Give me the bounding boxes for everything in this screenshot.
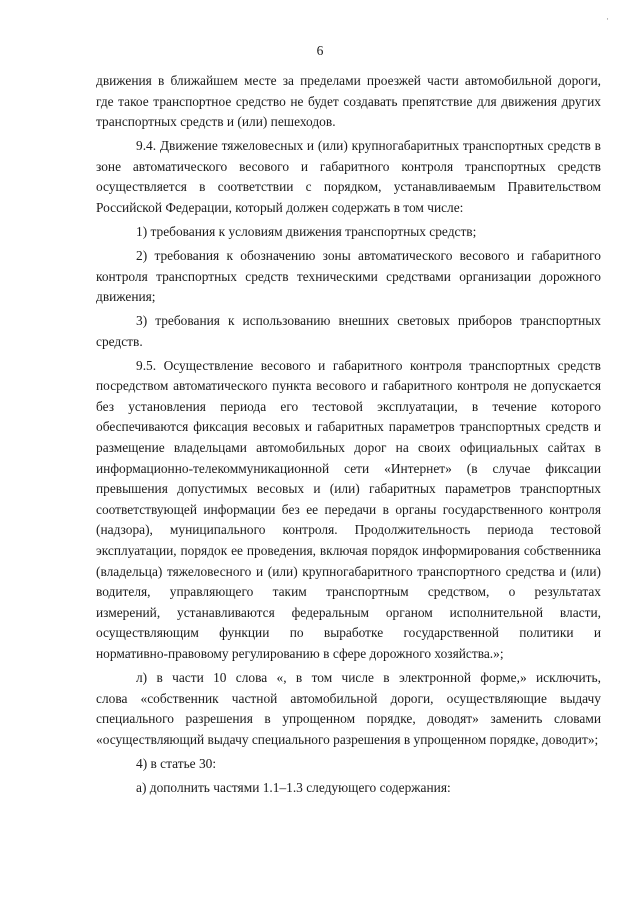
- text-line: (надзора), муниципального контроля. Продолжительность периода тестовой: [96, 522, 601, 538]
- text-line: осуществляющим функции по выработке государственной политики и: [96, 625, 601, 641]
- text-line: (владельца) тяжеловесного и (или) крупногабаритного транспортного средства и (или): [96, 563, 601, 579]
- text-line: 9.4. Движение тяжеловесных и (или) крупногабаритных транспортных средств в: [136, 138, 601, 154]
- text-line: «осуществляющий выдачу специального разрешения в упрощенном порядке, доводит»;: [96, 731, 599, 747]
- text-line: измерений, устанавливаются федеральным органом исполнительной власти,: [96, 604, 601, 620]
- text-line: зоне автоматического весового и габаритного контроля транспортных средств: [96, 158, 601, 174]
- text-line: средств.: [96, 333, 143, 349]
- text-line: обеспечиваются фиксация весовых и габаритных параметров транспортных средств и: [96, 419, 601, 435]
- text-line: размещение владельцами автомобильных дорог на своих официальных сайтах в: [96, 440, 601, 456]
- text-line: транспортных средств и (или) пешеходов.: [96, 114, 336, 130]
- text-line: 1) требования к условиям движения транспортных средств;: [136, 223, 477, 239]
- text-line: движения в ближайшем месте за пределами проезжей части автомобильной дороги,: [96, 73, 601, 88]
- text-line: эксплуатации, порядок ее проведения, включая порядок информирования собственника: [96, 543, 601, 559]
- text-line: 9.5. Осуществление весового и габаритного контроля транспортных средств: [136, 357, 601, 373]
- text-line: слова «собственник частной автомобильной дороги, осуществляющие выдачу: [96, 690, 601, 706]
- text-line: движения;: [96, 289, 156, 305]
- text-line: превышения допустимых весовых и (или) габаритных параметров транспортных: [96, 481, 601, 497]
- page-number: 6: [316, 43, 324, 58]
- text-line: 2) требования к обозначению зоны автоматического весового и габаритного: [136, 247, 601, 263]
- text-line: посредством автоматического пункта весового и габаритного контроля не допускается: [96, 378, 601, 394]
- text-line: Российской Федерации, который должен содержать в том числе:: [96, 199, 464, 215]
- text-line: а) дополнить частями 1.1–1.3 следующего содержания:: [136, 779, 451, 795]
- text-line: 4) в статье 30:: [136, 755, 217, 771]
- document-body: [96, 71, 601, 798]
- text-line: водителя, управляющего таким транспортным средством, о результатах: [96, 584, 601, 600]
- text-line: 3) требования к использованию внешних световых приборов транспортных: [136, 313, 601, 329]
- text-line: контроля транспортных средств техническими средствами организации дорожного: [96, 268, 601, 284]
- text-line: осуществляется в соответствии с порядком, устанавливаемым Правительством: [96, 179, 601, 195]
- text-line: л) в части 10 слова «, в том числе в электронной форме,» исключить,: [136, 669, 601, 685]
- text-line: где такое транспортное средство не будет создавать препятствие для движения других: [96, 93, 601, 109]
- text-line: специального разрешения в упрощенном порядке, доводят» заменить словами: [96, 711, 601, 727]
- corner-mark: ·: [606, 14, 609, 24]
- text-line: без установления периода его тестовой эксплуатации, в течение которого: [96, 398, 601, 414]
- text-line: соответствующей информации без ее передачи в органы государственного контроля: [96, 501, 601, 517]
- text-line: нормативно-правовому регулированию в сфере дорожного хозяйства.»;: [96, 645, 504, 661]
- text-line: информационно-телекоммуникационной сети «Интернет» (в случае фиксации: [96, 460, 601, 476]
